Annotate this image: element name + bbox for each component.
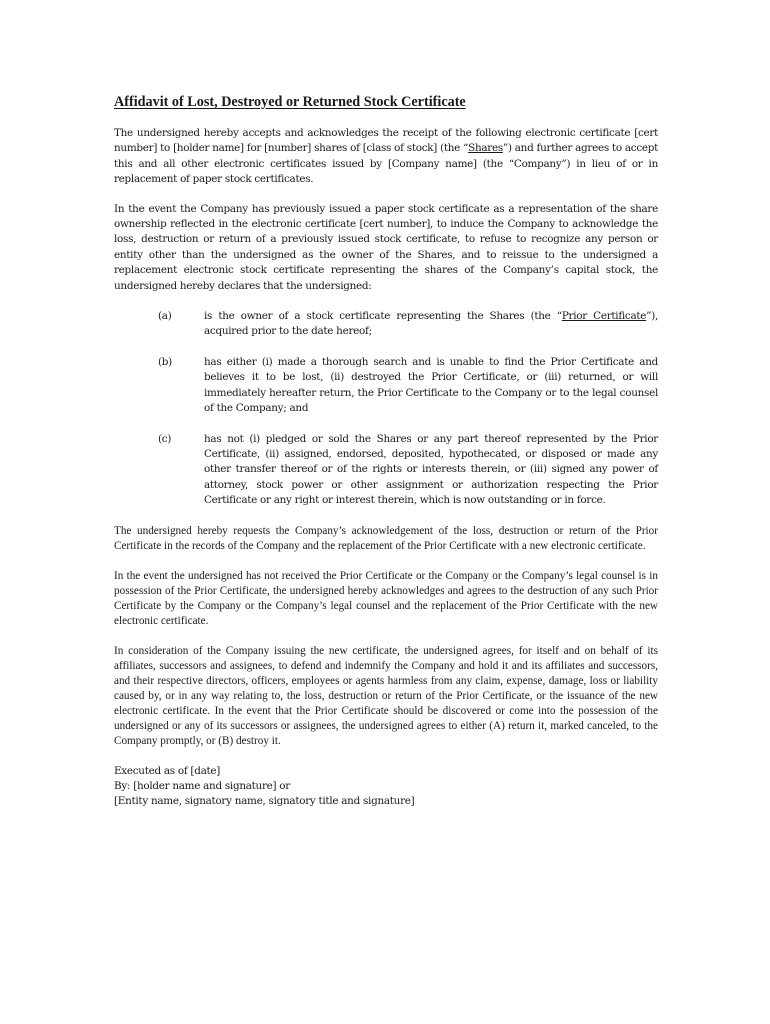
paragraph-acceptance-end: ”) and further agrees to accept this and all other electronic certificates issued by [Company name] (the “Company”) in lieu of or in replacement of paper stock certificates.: [114, 142, 658, 186]
paragraph-acceptance: [114, 126, 658, 188]
list-item-text-start: is the owner of a stock certificate representing the Shares (the “: [204, 310, 562, 323]
list-item-text-end: ”), acquired prior to the date hereof;: [204, 310, 658, 338]
document-page: [114, 93, 658, 810]
list-item-text: has either (i) made a thorough search and is unable to find the Prior Certificate and believes it to be lost, (ii) destroyed the Prior Certificate, or (iii) returned, or will immediately hereafter return, the Prior Certificate to the Company or to the legal counsel of the Company; and: [204, 355, 658, 415]
list-item-label: (c): [158, 432, 172, 445]
paragraph-indemnification: In consideration of the Company issuing the new certificate, the undersigned agrees, for itself and on behalf of its affiliates, successors and assignees, to defend and indemnify the Company and hold it and its affiliates and successors, and their respective directors, officers, employees or agents harmless from any claim, expense, damage, loss or liability caused by, or in any way relating to, the loss, destruction or return of the Prior Certificate, or the issuance of the new electronic certificate. In the event that the Prior Certificate should be discovered or come into the possession of the undersigned or any of its successors or assignees, the undersigned agrees to either (A) return it, marked canceled, to the Company promptly, or (B) destroy it.: [114, 644, 658, 747]
signature-by-line: By: [holder name and signature] or: [114, 779, 290, 792]
list-item: [114, 432, 658, 509]
execution-block: [114, 764, 658, 810]
defined-term-shares: Shares: [468, 142, 503, 155]
paragraph-prior-issue: In the event the Company has previously issued a paper stock certificate as a representation of the share ownership reflected in the electronic certificate [cert number], to induce the Company to acknowledge the loss, destruction or return of a previously issued stock certificate, to refuse to recognize any person or entity other than the undersigned as the owner of the Shares, and to reissue to the undersigned a replacement electronic stock certificate representing the shares of the Company’s capital stock, the undersigned hereby declares that the undersigned:: [114, 202, 658, 292]
entity-signature-line: [Entity name, signatory name, signatory title and signature]: [114, 795, 415, 808]
paragraph-request: The undersigned hereby requests the Company’s acknowledgement of the loss, destruction or return of the Prior Certificate in the records of the Company and the replacement of the Prior Certificate with a new electronic certificate.: [114, 524, 658, 552]
list-item: [114, 355, 658, 417]
list-item-label: (b): [158, 355, 172, 368]
paragraph-destruction: In the event the undersigned has not received the Prior Certificate or the Company or the Company’s legal counsel is in possession of the Prior Certificate, the undersigned hereby acknowledges and agrees to the destruction of any such Prior Certificate by the Company or the Company’s legal counsel and the replacement of the Prior Certificate with the new electronic certificate.: [114, 569, 658, 627]
declaration-list: [114, 309, 658, 508]
list-item-text: has not (i) pledged or sold the Shares or any part thereof represented by the Prior Certificate, (ii) assigned, endorsed, deposited, hypothecated, or disposed or made any other transfer thereof or of the rights or interests therein, or (iii) signed any power of attorney, stock power or other assignment or authorization respecting the Prior Certificate or any right or interest therein, which is now outstanding or in force.: [204, 432, 658, 507]
executed-date-line: Executed as of [date]: [114, 764, 221, 777]
list-item-text: [204, 309, 658, 340]
list-item: [114, 309, 658, 340]
list-item-label: (a): [158, 310, 172, 323]
paragraph-acceptance-text: The undersigned hereby accepts and acknowledges the receipt of the following electronic certificate [cert number] to [holder name] for [number] shares of [class of stock] (the “: [114, 127, 658, 155]
document-title: Affidavit of Lost, Destroyed or Returned Stock Certificate: [114, 94, 466, 110]
defined-term-prior-certificate: Prior Certificate: [561, 310, 647, 323]
